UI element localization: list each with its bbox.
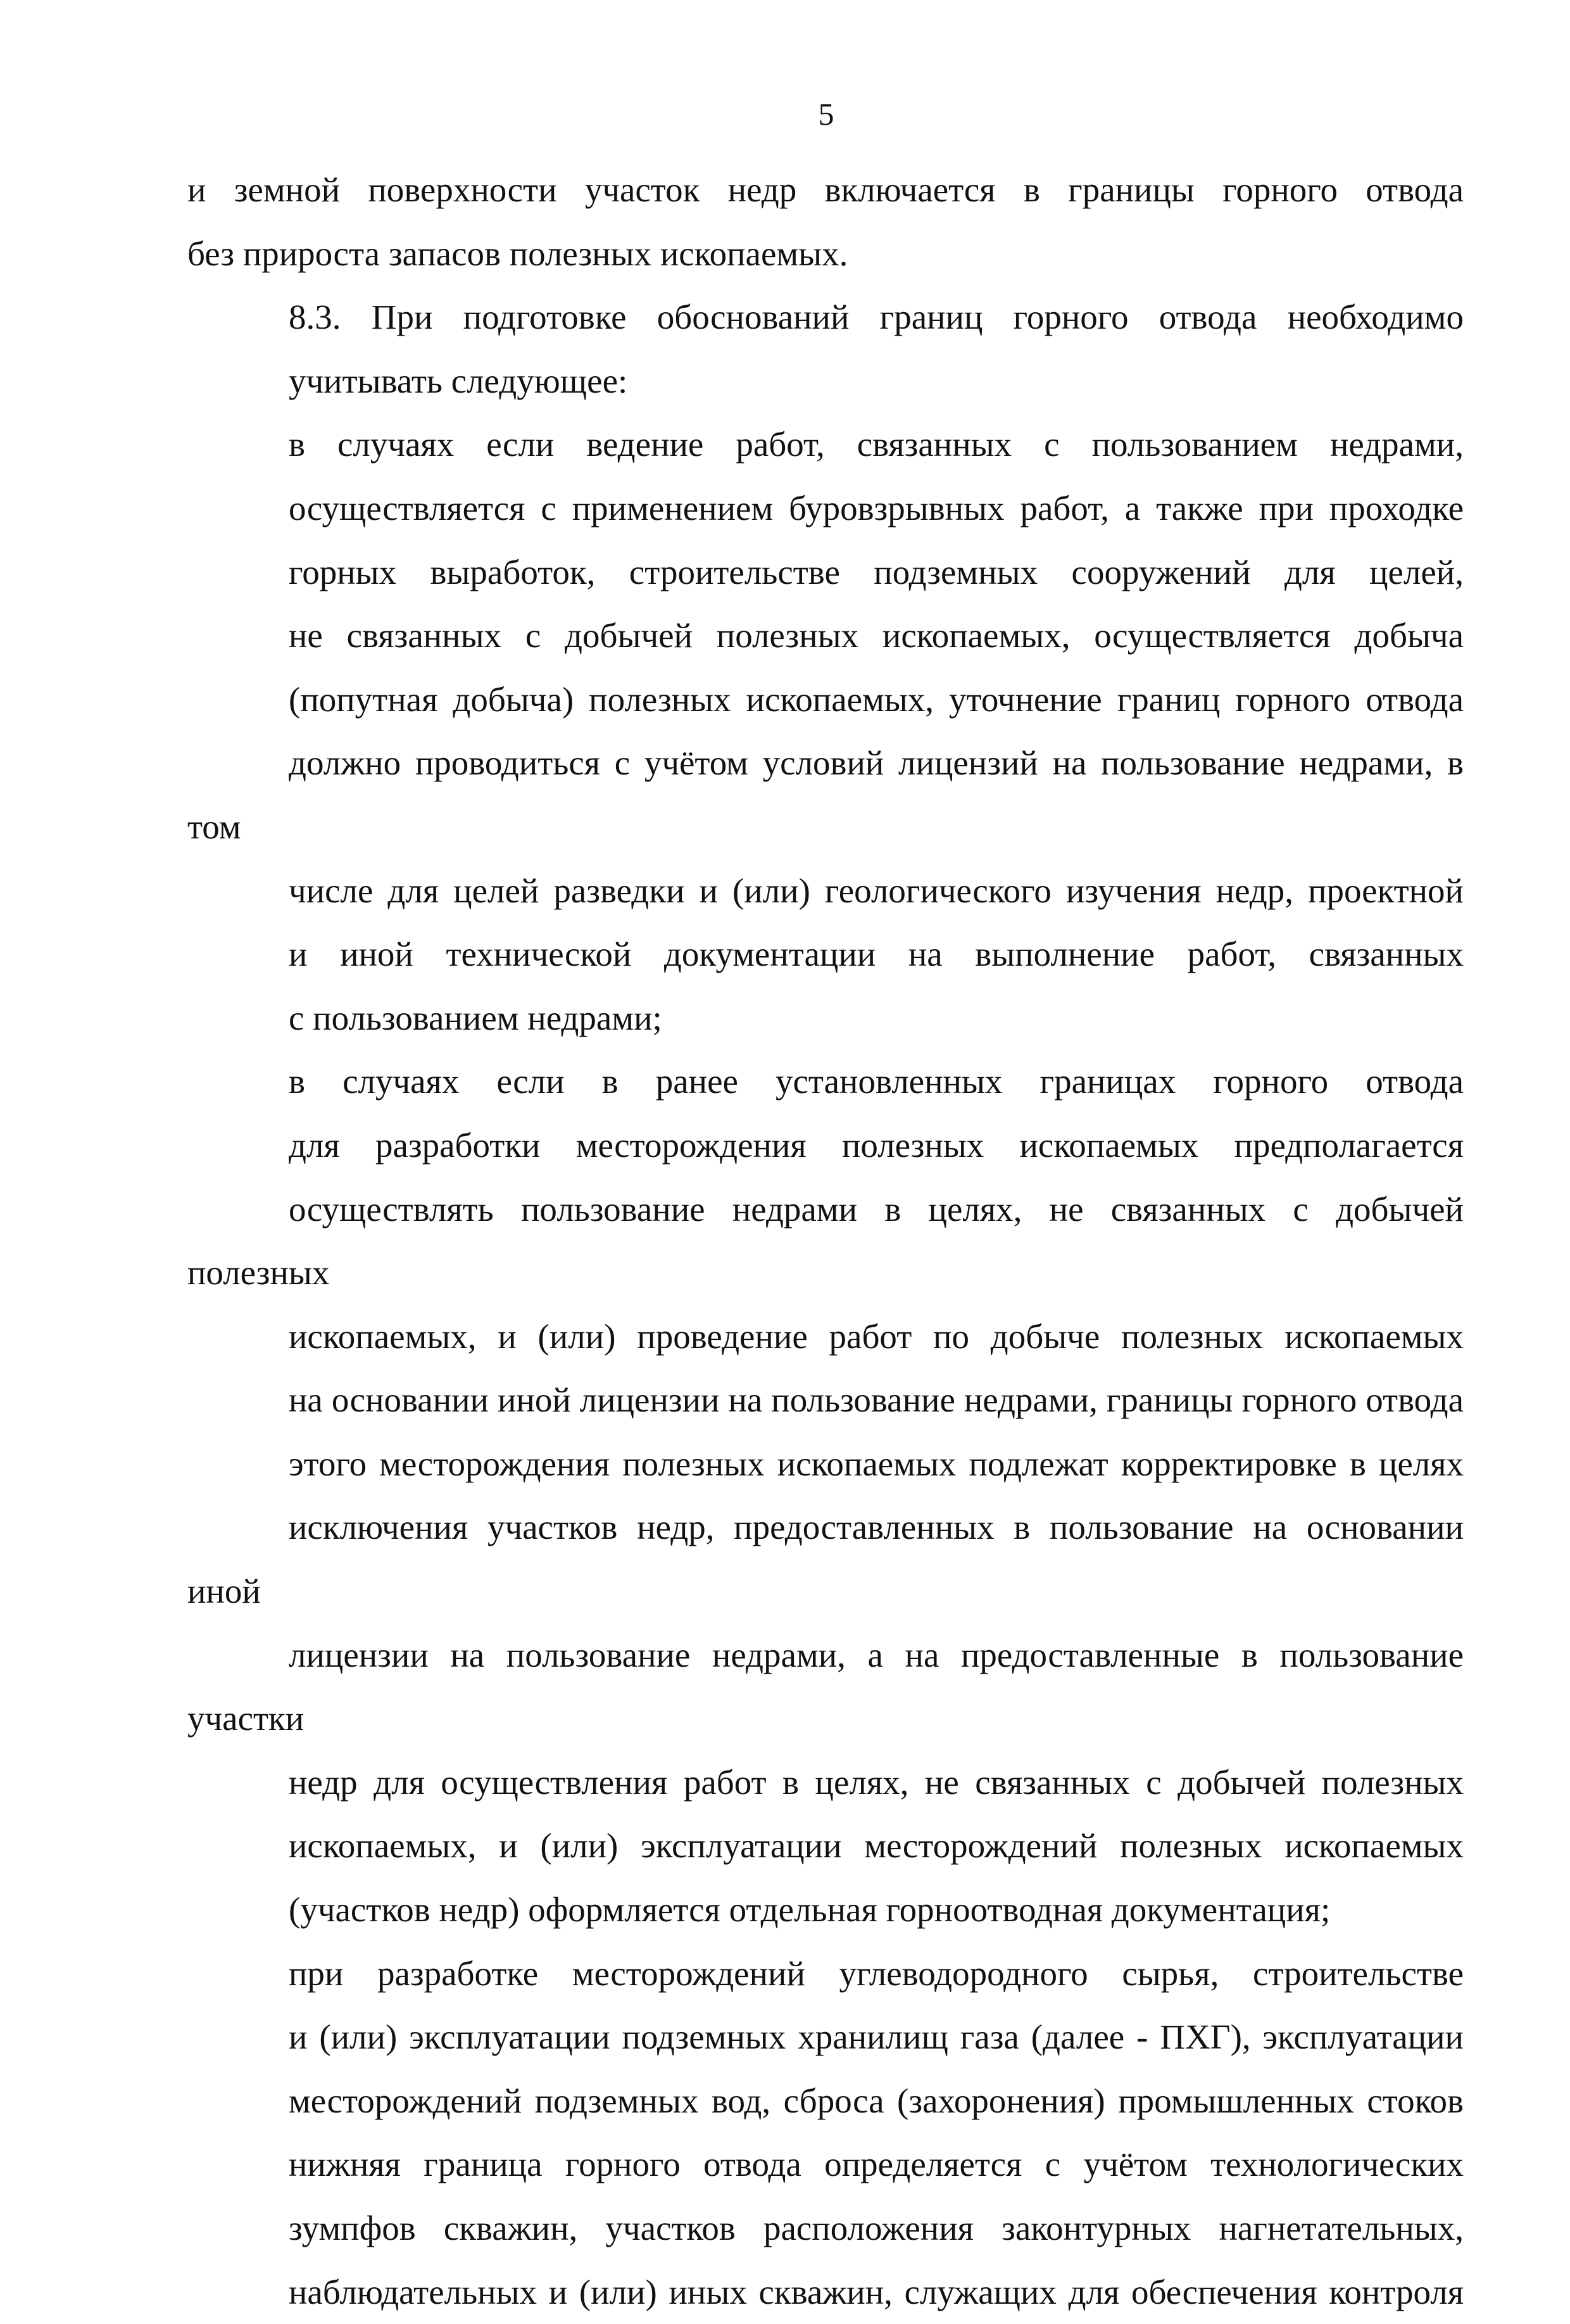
text-line: и иной технической документации на выполнение работ, связанных [289, 935, 1464, 974]
text-line: при разработке месторождений углеводородного сырья, строительстве [289, 1954, 1464, 1993]
text-line: осуществлять пользование недрами в целях, не связанных с добычей полезных [187, 1189, 1464, 1292]
text-line: наблюдательных и (или) иных скважин, служащих для обеспечения контроля [289, 2272, 1464, 2311]
text-line: (попутная добыча) полезных ископаемых, уточнение границ горного отвода [289, 679, 1464, 719]
text-line: числе для целей разведки и (или) геологического изучения недр, проектной [289, 871, 1464, 910]
text-line: месторождений подземных вод, сброса (захоронения) промышленных стоков [289, 2081, 1464, 2120]
text-line: должно проводиться с учётом условий лицензий на пользование недрами, в том [187, 743, 1464, 846]
paragraph [187, 1942, 1464, 2324]
text-line: 8.3. При подготовке обоснований границ горного отвода необходимо [289, 298, 1464, 337]
document-body [187, 158, 1464, 2324]
text-line: для разработки месторождения полезных ископаемых предполагается [289, 1125, 1464, 1165]
text-line: на основании иной лицензии на пользование недрами, границы горного отвода [289, 1380, 1464, 1420]
text-line: учитывать следующее: [289, 361, 628, 400]
text-line: с пользованием недрами; [289, 998, 662, 1037]
page-number: 5 [818, 96, 834, 132]
text-line: (участков недр) оформляется отдельная горноотводная документация; [289, 1890, 1331, 1929]
text-line: не связанных с добычей полезных ископаемых, осуществляется добыча [289, 616, 1464, 655]
text-line: лицензии на пользование недрами, а на предоставленные в пользование участки [187, 1635, 1464, 1738]
paragraph [187, 1050, 1464, 1942]
text-line: этого месторождения полезных ископаемых подлежат корректировке в целях [289, 1444, 1464, 1483]
text-line: ископаемых, и (или) эксплуатации месторождений полезных ископаемых [289, 1826, 1464, 1866]
text-line: и (или) эксплуатации подземных хранилищ газа (далее - ПХГ), эксплуатации [289, 2018, 1464, 2057]
text-line: осуществляется с применением буровзрывных работ, а также при проходке [289, 488, 1464, 527]
text-line: исключения участков недр, предоставленных в пользование на основании иной [187, 1508, 1464, 1611]
paragraph [187, 413, 1464, 1050]
text-line: и земной поверхности участок недр включается в границы горного отвода [187, 170, 1464, 209]
text-line: зумпфов скважин, участков расположения законтурных нагнетательных, [289, 2209, 1464, 2247]
text-line: недр для осуществления работ в целях, не связанных с добычей полезных [289, 1762, 1464, 1802]
text-line: без прироста запасов полезных ископаемых. [187, 234, 848, 273]
text-line: нижняя граница горного отвода определяется с учётом технологических [289, 2145, 1464, 2184]
text-line: в случаях если ведение работ, связанных с пользованием недрами, [289, 425, 1464, 464]
text-line: горных выработок, строительстве подземных сооружений для целей, [289, 552, 1464, 591]
paragraph [187, 158, 1464, 286]
paragraph [187, 286, 1464, 413]
text-line: ископаемых, и (или) проведение работ по добыче полезных ископаемых [289, 1317, 1464, 1356]
text-line: в случаях если в ранее установленных границах горного отвода [289, 1062, 1464, 1101]
